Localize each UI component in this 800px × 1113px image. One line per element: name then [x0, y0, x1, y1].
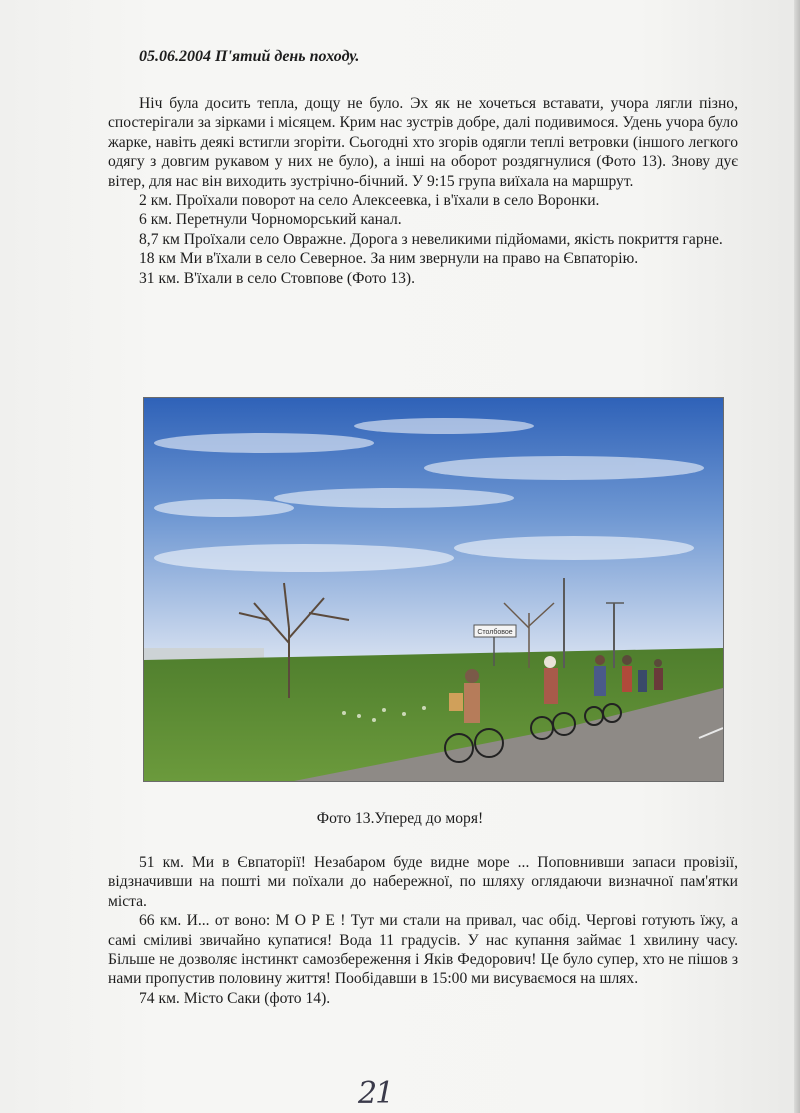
paragraph: 74 км. Місто Саки (фото 14).	[139, 989, 331, 1007]
photo-cyclists-on-road	[143, 397, 724, 782]
paragraph: 66 км. И... от воно: М О Р Е ! Тут ми стали на привал, час обід. Чергові готують їжу, а самі сміливі звичайно купатися! Вода 11 градусів. У нас купання займає 1 хвилину часу. Більше не дозволяє інстинкт самозбереження і Яків Федорович! Це було супер, хто не пішов з нами пропустив половину життя! Пообідавши в 15:00 ми висуваємося на шлях.	[108, 912, 738, 988]
paragraph: 6 км. Перетнули Чорноморський канал.	[139, 211, 402, 229]
paragraph: 2 км. Проїхали поворот на село Алексеевка, і в'їхали в село Воронки.	[139, 192, 600, 210]
page-edge-shadow	[794, 0, 800, 1113]
paragraph: 51 км. Ми в Євпаторії! Незабаром буде видне море ... Поповнивши запаси провізії, відзначивши на пошті ми поїхали до набережної, по шляху оглядаючи визначної пам'ятки міста.	[108, 854, 738, 910]
paragraph: Ніч була досить тепла, дощу не було. Эх як не хочеться вставати, учора лягли пізно, спостерігали за зірками і місяцем. Крим нас зустрів добре, далі подивимося. Удень учора було жарке, навіть деякі встигли згоріти. Сьогодні хто згорів одягли теплі ветровки (іншого легкого одягу з довгим рукавом у них не було), а інші на оборот роздягнулися (Фото 13). Знову дує вітер, для нас він виходить зустрічно-бічний. У 9:15 група виїхала на маршрут.	[108, 95, 738, 190]
paragraph: 31 км. В'їхали в село Стовпове (Фото 13).	[139, 269, 416, 287]
text-block-top	[108, 94, 738, 288]
paragraph: 8,7 км Проїхали село Овражне. Дорога з невеликими підйомами, якість покриття гарне.	[139, 230, 723, 248]
text-block-bottom	[108, 853, 738, 1008]
handwritten-page-number: 21	[358, 1076, 393, 1111]
road-sign-text: Столбовое	[477, 629, 513, 636]
paragraph: 18 км Ми в'їхали в село Северное. За ним звернули на право на Євпаторію.	[139, 250, 639, 268]
page-heading: 05.06.2004 П'ятий день походу.	[139, 48, 360, 65]
photo-caption: Фото 13.Уперед до моря!	[316, 810, 484, 827]
